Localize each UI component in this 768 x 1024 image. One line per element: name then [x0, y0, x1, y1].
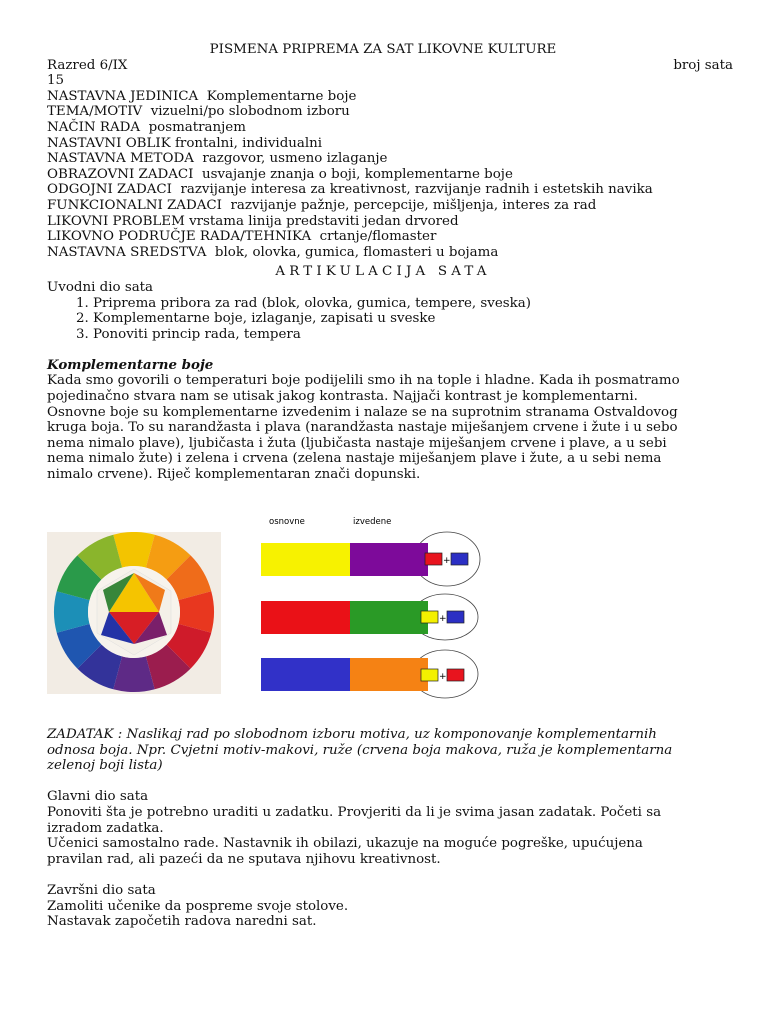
- mix-swatch: [447, 611, 464, 623]
- mix-swatch: [425, 553, 442, 565]
- task-paragraph: [47, 727, 727, 774]
- basic-color-swatch: [261, 601, 350, 634]
- info-label: LIKOVNO PODRUČJE RADA/TEHNIKA: [47, 229, 312, 245]
- info-row: [47, 229, 719, 245]
- paragraph-line: izradom zadatka.: [47, 820, 164, 836]
- paragraph-line: Nastavak započetih radova naredni sat.: [47, 914, 317, 930]
- list-item: 2. Komplementarne boje, izlaganje, zapisati u sveske: [93, 311, 719, 327]
- pair-row: [261, 650, 478, 698]
- info-value: vrstama linija predstaviti jedan drvored: [189, 213, 459, 229]
- info-value: posmatranjem: [148, 119, 246, 135]
- info-label: NASTAVNI OBLIK: [47, 135, 171, 151]
- paragraph-line: odnosa boja. Npr. Cvjetni motiv-makovi, ruže (crvena boja makova, ruža je komplementarna: [47, 742, 673, 758]
- articulation-heading: ARTIKULACIJA SATA: [275, 264, 491, 280]
- paragraph-line: nema nimalo plave), ljubičasta i žuta (ljubičasta nastaje miješanjem crvene i plave, a u sebi: [47, 435, 667, 451]
- info-row: [47, 136, 719, 152]
- lower-section: [47, 727, 727, 930]
- color-wheel-image: [47, 532, 221, 694]
- info-row: [47, 214, 719, 230]
- info-row: [47, 198, 719, 214]
- paragraph-line: ZADATAK : Naslikaj rad po slobodnom izboru motiva, uz komponovanje komplementarnih: [47, 727, 657, 742]
- paragraph-line: kruga boja. To su narandžasta i plava (narandžasta nastaje miješanjem crvene i žute i u sebo: [47, 420, 678, 436]
- paragraph-line: nimalo crvene). Riječ komplementaran znači dopunski.: [47, 467, 421, 483]
- info-value: Komplementarne boje: [206, 88, 357, 104]
- plus-sign: +: [439, 672, 447, 682]
- info-row: [47, 120, 719, 136]
- intro-list: [47, 296, 719, 343]
- paragraph-line: nema nimalo žute) i zelena i crvena (zelena nastaje miješanjem plave i žute, a u sebi nema: [47, 451, 662, 467]
- derived-color-swatch: [350, 658, 428, 691]
- mix-swatch: [421, 611, 438, 623]
- paragraph-line: pojedinačno stvara nam se utisak jakog kontrasta. Najjači kontrast je komplementarni.: [47, 389, 638, 405]
- info-list: [47, 89, 719, 261]
- info-label: NASTAVNA JEDINICA: [47, 88, 199, 104]
- info-label: FUNKCIONALNI ZADACI: [47, 197, 222, 213]
- paragraph-line: Osnovne boje su komplementarne izvedenim i nalaze se na suprotnim stranama Ostvaldovog: [47, 404, 678, 420]
- list-item: 1. Pripremа pribora za rad (blok, olovka, gumica, tempere, sveska): [93, 296, 719, 312]
- section-paragraph: [47, 373, 719, 482]
- class-row: [47, 57, 733, 74]
- info-value: crtanje/flomaster: [319, 229, 437, 245]
- label-basic: osnovne: [269, 517, 305, 527]
- info-label: OBRAZOVNI ZADACI: [47, 166, 194, 182]
- info-label: ODGOJNI ZADACI: [47, 182, 172, 198]
- info-row: [47, 89, 719, 105]
- color-figure: [47, 512, 719, 702]
- mix-swatch: [421, 669, 438, 681]
- plus-sign: +: [439, 614, 447, 624]
- mix-swatch: [447, 669, 464, 681]
- info-row: [47, 245, 719, 261]
- info-label: NAČIN RADA: [47, 119, 141, 135]
- info-label: TEMA/MOTIV: [47, 104, 143, 120]
- info-value: frontalni, individualni: [174, 135, 323, 151]
- basic-color-swatch: [261, 658, 350, 691]
- label-derived: izvedene: [353, 517, 392, 527]
- lesson-number-label: broj sata: [673, 57, 733, 73]
- paragraph-line: zelenoj boji lista): [47, 758, 163, 774]
- plus-sign: +: [443, 556, 451, 566]
- info-label: LIKOVNI PROBLEM: [47, 213, 185, 229]
- intro-label: Uvodni dio sata: [47, 279, 154, 295]
- pair-row: [261, 532, 480, 586]
- section-heading: Komplementarne boje: [47, 356, 214, 373]
- paragraph-line: Ponoviti šta je potrebno uraditi u zadatku. Provjeriti da li je svima jasan zadatak. Početi sa: [47, 804, 662, 820]
- info-value: razvijanje pažnje, percepcije, mišljenja, interes za rad: [230, 197, 597, 213]
- class-label: Razred 6/IX: [47, 57, 128, 73]
- info-value: usvajanje znanja o boji, komplementarne boje: [201, 166, 513, 182]
- mix-swatch: [451, 553, 468, 565]
- info-label: NASTAVNA METODA: [47, 151, 194, 167]
- info-row: [47, 151, 719, 167]
- pair-row: [261, 594, 478, 640]
- main-part-label: Glavni dio sata: [47, 789, 149, 805]
- basic-color-swatch: [261, 543, 350, 576]
- info-row: [47, 104, 719, 120]
- derived-color-swatch: [350, 601, 428, 634]
- list-item: 3. Ponoviti princip rada, tempera: [93, 327, 719, 343]
- lesson-number: 15: [47, 73, 65, 89]
- paragraph-line: Učenici samostalno rade. Nastavnik ih obilazi, ukazuje na moguće pogreške, upućujena: [47, 836, 643, 852]
- paragraph-line: Kada smo govorili o temperaturi boje podijelili smo ih na tople i hladne. Kada ih posmatramo: [47, 373, 680, 389]
- paragraph-line: pravilan rad, ali pazeći da ne sputava njihovu kreativnost.: [47, 851, 441, 867]
- derived-color-swatch: [350, 543, 428, 576]
- complementary-pairs-diagram: [259, 512, 499, 702]
- final-part-label: Završni dio sata: [47, 882, 156, 898]
- info-value: razvijanje interesa za kreativnost, razvijanje radnih i estetskih navika: [180, 182, 653, 198]
- lesson-plan-page: [47, 42, 733, 930]
- paragraph-line: Zamoliti učenike da pospreme svoje stolove.: [47, 898, 349, 914]
- info-value: razgovor, usmeno izlaganje: [202, 151, 388, 167]
- info-row: [47, 167, 719, 183]
- info-value: blok, olovka, gumica, flomasteri u bojama: [214, 244, 499, 260]
- info-label: NASTAVNA SREDSTVA: [47, 244, 207, 260]
- info-value: vizuelni/po slobodnom izboru: [150, 104, 350, 120]
- info-row: [47, 182, 719, 198]
- document-title: PISMENA PRIPREMA ZA SAT LIKOVNE KULTURE: [209, 42, 557, 57]
